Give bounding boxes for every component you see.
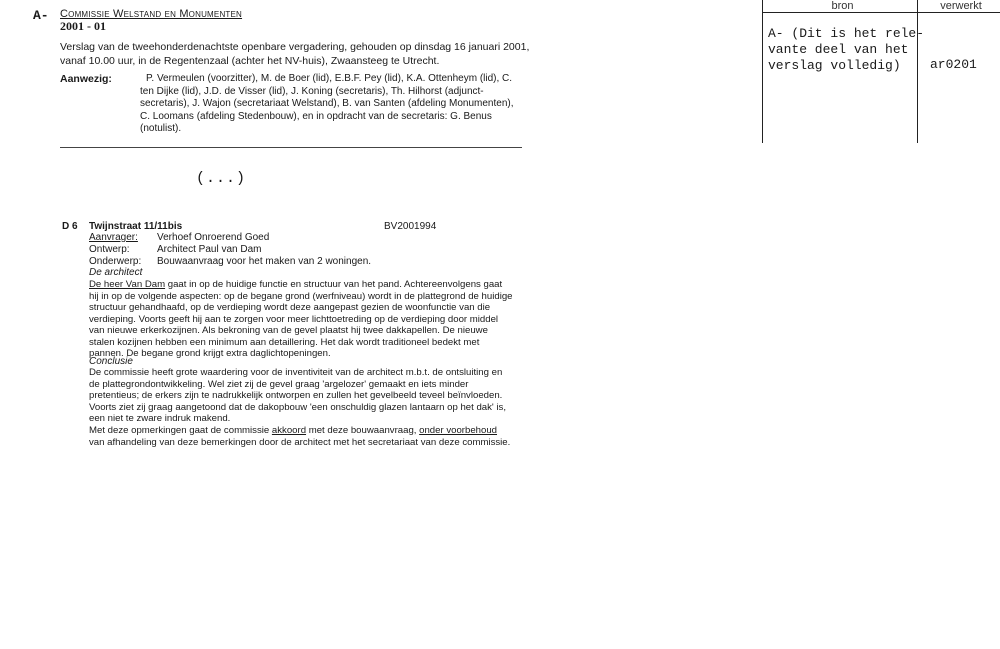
archive-marker: A- (33, 8, 49, 23)
document-number: 2001 - 01 (60, 19, 106, 33)
column-header-processed: verwerkt (940, 0, 982, 12)
conclusion-paragraph: De commissie heeft grote waardering voor de inventiviteit van de architect m.b.t. de ontsluiting en de plattegrondontwikkeling. Wel ziet zij de gevel graag 'argelozer' gemaakt en iets minder pretentieus; de erkers zijn te nadrukkelijk ontworpen en zullen het gevelbeeld teveel beïnvloeden. Voorts ziet zij graag aangetoond dat de dakopbouw 'een onschuldig glazen lantaarn op het dak' is, een niet te zware indruk makend. (89, 367, 507, 424)
intro-line-1: Verslag van de tweehonderdenachtste openbare vergadering, gehouden op dinsdag 16 januari 2001, (60, 41, 530, 53)
processed-code: ar0201 (930, 57, 977, 72)
conclusion-heading: Conclusie (89, 356, 133, 367)
subject-value: Bouwaanvraag voor het maken van 2 woningen. (157, 256, 372, 267)
item-code: D 6 (62, 221, 78, 232)
column-header-source: bron (831, 0, 854, 12)
item-title: Twijnstraat 11/11bis (89, 221, 183, 232)
architect-heading: De architect (89, 267, 143, 278)
item-reference: BV2001994 (384, 221, 437, 232)
table-left-border (762, 0, 763, 143)
architect-text: gaat in op de huidige functie en structuur van het pand. Achtereenvolgens gaat hij in op de volgende aspecten: op de begane grond (werfniveau) wordt in de plattegrond de huidige structuur gehandhaafd, op de verdieping wordt deze aangepast gezien de woonfunctie van die verdieping. Voorts geeft hij aan te zorgen voor meer lichttoetreding op de verdieping door middel van nieuwe erkerkozijnen. Als bekroning van de gevel plaatst hij twee dakkapellen. De nieuwe stalen kozijnen hebben een minimum aan detaillering. Het dak wordt traditioneel bedekt met pannen. De begane grond krijgt extra daglichtopeningen. (89, 279, 513, 359)
final-accord: akkoord (271, 425, 307, 436)
organization-name: Commissie Welstand en Monumenten (60, 8, 243, 20)
subject-label: Onderwerp: (89, 256, 142, 267)
source-note: A- (Dit is het rele- vante deel van het verslag volledig) (768, 26, 925, 73)
final-text-c: van afhandeling van deze bemerkingen door de architect met het secretariaat van deze commissie. (89, 436, 511, 448)
final-text-b: met deze bouwaanvraag, (306, 425, 420, 436)
intro-line-2: vanaf 10.00 uur, in de Regentenzaal (achter het NV-huis), Zwaansteeg te Utrecht. (60, 55, 440, 67)
table-header-rule (762, 12, 1000, 13)
architect-paragraph (89, 279, 514, 360)
omission-marker: (...) (196, 170, 247, 187)
design-label: Ontwerp: (89, 244, 130, 255)
applicant-value: Verhoef Onroerend Goed (157, 232, 270, 243)
architect-speaker: De heer Van Dam (89, 279, 166, 290)
final-reserve: onder voorbehoud (419, 425, 498, 436)
final-decision (89, 425, 514, 448)
applicant-label: Aanvrager: (89, 232, 138, 243)
attendance-list: P. Vermeulen (voorzitter), M. de Boer (lid), E.B.F. Pey (lid), K.A. Ottenheym (lid), C. ten Dijke (lid), J.D. de Visser (lid), J. Koning (secretaris), Th. Hilhorst (adjunct-secretaris), J. Wajon (secretariaat Welstand), B. van Santen (afdeling Monumenten), C. Loomans (afdeling Stedenbouw), en in opdracht van de secretaris: G. Benus (notulist). (140, 73, 514, 135)
final-text-a: Met deze opmerkingen gaat de commissie (89, 425, 272, 436)
attendance-label: Aanwezig: (60, 73, 112, 85)
section-divider (60, 147, 522, 148)
design-value: Architect Paul van Dam (157, 244, 262, 255)
